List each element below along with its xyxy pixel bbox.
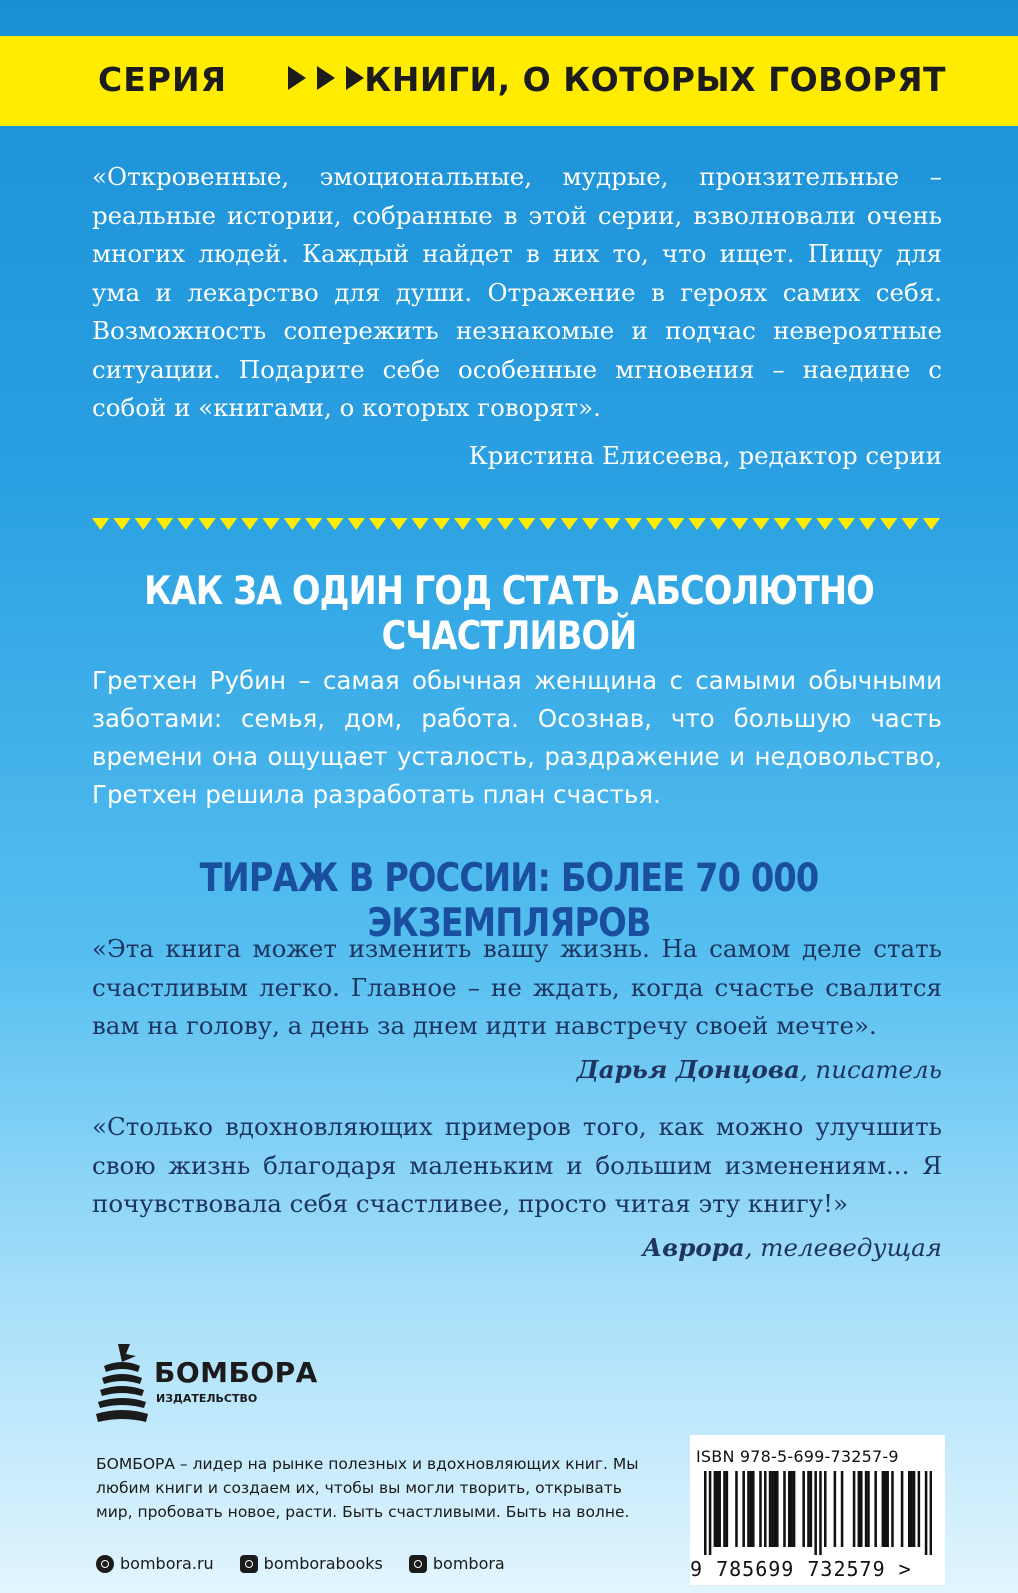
review-author-name: Аврора xyxy=(642,1233,745,1262)
book-headline: КАК ЗА ОДИН ГОД СТАТЬ АБСОЛЮТНО СЧАСТЛИВОЙ xyxy=(144,569,874,659)
barcode-bar xyxy=(764,1471,767,1547)
divider-triangle xyxy=(113,518,130,530)
barcode-bar xyxy=(913,1471,916,1547)
barcode-bar xyxy=(860,1471,863,1547)
divider-triangle xyxy=(454,518,471,530)
divider-triangle xyxy=(859,518,876,530)
social-links xyxy=(96,1554,505,1573)
series-bar xyxy=(0,36,1018,126)
review-author-role: , телеведущая xyxy=(744,1233,942,1262)
divider-triangle xyxy=(561,518,578,530)
barcode-bar xyxy=(891,1471,894,1547)
social-link-label: bombora xyxy=(432,1554,505,1573)
zigzag-divider xyxy=(90,518,942,532)
divider-triangle xyxy=(497,518,514,530)
barcode-bar xyxy=(841,1471,844,1547)
barcode-bar xyxy=(925,1471,928,1555)
barcode-digits: 9 785699 732579 > xyxy=(690,1557,912,1581)
divider-triangle xyxy=(135,518,152,530)
barcode-bar xyxy=(783,1471,786,1547)
divider-triangle xyxy=(369,518,386,530)
divider-triangle xyxy=(795,518,812,530)
divider-triangle xyxy=(667,518,684,530)
barcode-bar xyxy=(874,1471,877,1547)
barcode-bar xyxy=(886,1471,889,1547)
review-quote: «Эта книга может изменить вашу жизнь. На самом деле стать счастливым легко. Главное – не ждать, когда счастье свалится вам на голову, а день за днем идти навстречу своей мечте». xyxy=(92,934,942,1040)
barcode-bar xyxy=(884,1471,887,1547)
divider-triangle xyxy=(582,518,599,530)
barcode-bar xyxy=(790,1471,793,1547)
barcode-bar xyxy=(735,1471,738,1547)
divider-triangle xyxy=(816,518,833,530)
divider-triangle xyxy=(880,518,897,530)
barcode-bar xyxy=(918,1471,921,1547)
divider-triangle xyxy=(901,518,918,530)
barcode-bar xyxy=(908,1471,911,1547)
isbn-box xyxy=(690,1435,945,1585)
divider-triangle xyxy=(625,518,642,530)
review-author xyxy=(577,1055,942,1084)
divider-triangle xyxy=(433,518,450,530)
barcode-bar xyxy=(858,1471,861,1547)
barcode-bar xyxy=(853,1471,856,1547)
divider-triangle xyxy=(710,518,727,530)
barcode-bar xyxy=(834,1471,837,1547)
divider-triangle xyxy=(752,518,769,530)
barcode-bar xyxy=(930,1471,932,1555)
barcode-bar xyxy=(788,1471,791,1547)
barcode-bar xyxy=(867,1471,870,1547)
publisher-logo-word: БОМБОРА xyxy=(154,1356,318,1389)
barcode-bar xyxy=(771,1471,774,1547)
barcode-bar xyxy=(910,1471,913,1547)
divider-triangle xyxy=(284,518,301,530)
telegram-icon xyxy=(409,1555,427,1573)
review-author-name: Дарья Донцова xyxy=(576,1055,800,1084)
divider-triangle xyxy=(92,518,109,530)
divider-triangle xyxy=(412,518,429,530)
divider-triangle xyxy=(390,518,407,530)
divider-triangle xyxy=(688,518,705,530)
globe-icon xyxy=(96,1555,114,1573)
divider-triangle xyxy=(518,518,535,530)
divider-triangle xyxy=(241,518,258,530)
vk-icon xyxy=(240,1555,258,1573)
barcode-bar xyxy=(769,1471,772,1547)
divider-triangle xyxy=(475,518,492,530)
social-link-vk[interactable] xyxy=(240,1554,383,1573)
barcode-bar xyxy=(802,1471,805,1547)
social-link-telegram[interactable] xyxy=(409,1554,505,1573)
barcode-bar xyxy=(824,1471,827,1547)
barcode-bar xyxy=(901,1471,904,1547)
social-link-site[interactable] xyxy=(96,1554,214,1573)
circulation-banner: ТИРАЖ В РОССИИ: БОЛЕЕ 70 000 ЭКЗЕМПЛЯРОВ xyxy=(199,856,819,946)
editor-quote-author: Кристина Елисеева, редактор серии xyxy=(468,441,942,470)
divider-triangle xyxy=(731,518,748,530)
barcode-bar xyxy=(716,1471,719,1547)
barcode xyxy=(704,1471,932,1555)
divider-triangle xyxy=(646,518,663,530)
barcode-bar xyxy=(714,1471,717,1547)
isbn-label: ISBN 978-5-699-73257-9 xyxy=(696,1447,899,1466)
review-quote: «Столько вдохновляющих примеров того, как можно улучшить свою жизнь благодаря маленьким и большим изменениям... Я почувствовала себя счастливее, просто читая эту книгу!» xyxy=(92,1112,942,1218)
review-author xyxy=(642,1233,942,1262)
barcode-bar xyxy=(726,1471,729,1547)
social-link-label: bomborabooks xyxy=(263,1554,383,1573)
divider-triangle xyxy=(305,518,322,530)
editor-quote: «Откровенные, эмоциональные, мудрые, пронзительные – реальные истории, собранные в этой серии, взволновали очень многих людей. Каждый найдет в них то, что ищет. Пищу для ума и лекарство для души. Отражение в героях самих себя. Возможность сопережить незнакомые и подчас невероятные ситуации. Подарите себе особенные мгновения – наедине с собой и «книгами, о которых говорят». xyxy=(92,162,942,422)
review-author-role: , писатель xyxy=(799,1055,942,1084)
barcode-bar xyxy=(776,1471,779,1547)
divider-triangle xyxy=(177,518,194,530)
divider-triangle xyxy=(220,518,237,530)
publisher-emblem-icon xyxy=(96,1340,148,1428)
barcode-bar xyxy=(704,1471,707,1555)
barcode-bar xyxy=(865,1471,868,1547)
arrows-icon xyxy=(288,66,364,90)
publisher-logo xyxy=(96,1340,318,1430)
barcode-bar xyxy=(718,1471,721,1547)
divider-triangle xyxy=(326,518,343,530)
barcode-bar xyxy=(814,1471,817,1555)
barcode-bar xyxy=(807,1471,810,1547)
divider-triangle xyxy=(603,518,620,530)
divider-triangle xyxy=(539,518,556,530)
barcode-bar xyxy=(709,1471,712,1555)
publisher-logo-sub: ИЗДАТЕЛЬСТВО xyxy=(156,1392,258,1405)
divider-triangle xyxy=(838,518,855,530)
barcode-bar xyxy=(747,1471,750,1547)
barcode-bar xyxy=(723,1471,726,1547)
barcode-bar xyxy=(793,1471,796,1547)
publisher-about: БОМБОРА – лидер на рынке полезных и вдохновляющих книг. Мы любим книги и создаем их, чтобы вы могли творить, открывать мир, пробовать новое, расти. Быть счастливыми. Быть на волне. xyxy=(96,1455,639,1521)
barcode-bar xyxy=(774,1471,777,1547)
barcode-bar xyxy=(750,1471,753,1547)
divider-triangle xyxy=(348,518,365,530)
book-description: Гретхен Рубин – самая обычная женщина с самыми обычными заботами: семья, дом, работа. Осознав, что большую часть времени она ощущает усталость, раздражение и недовольство, Гретхен решила разработать план счастья. xyxy=(92,666,942,809)
divider-triangle xyxy=(199,518,216,530)
barcode-bar xyxy=(759,1471,762,1547)
barcode-bar xyxy=(742,1471,745,1547)
barcode-bar xyxy=(819,1471,822,1555)
divider-triangle xyxy=(262,518,279,530)
divider-triangle xyxy=(923,518,940,530)
divider-triangle xyxy=(156,518,173,530)
barcode-bar xyxy=(752,1471,755,1547)
barcode-bar xyxy=(810,1471,813,1547)
social-link-label: bombora.ru xyxy=(120,1554,214,1573)
barcode-bar xyxy=(882,1471,885,1547)
series-label: СЕРИЯ xyxy=(98,60,227,99)
divider-triangle xyxy=(774,518,791,530)
series-name: КНИГИ, О КОТОРЫХ ГОВОРЯТ xyxy=(364,60,946,99)
